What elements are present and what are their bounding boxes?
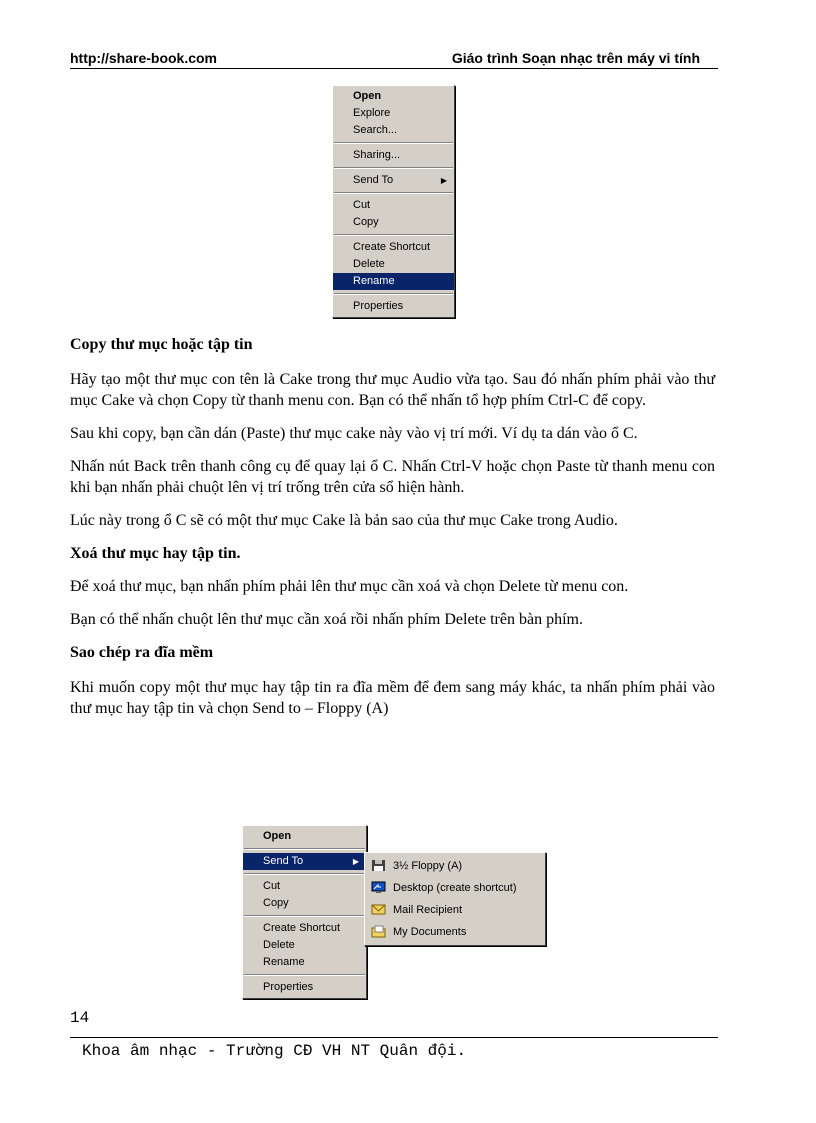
menu-item-explore[interactable]: Explore [353, 107, 391, 119]
menu-item-create-shortcut[interactable]: Create Shortcut [263, 922, 341, 934]
send-to-submenu [364, 852, 546, 946]
folder-icon [371, 925, 386, 938]
submenu-item-desktop-label: Desktop (create shortcut) [393, 882, 517, 894]
copy-section [70, 334, 715, 719]
envelope-icon [371, 903, 386, 916]
header-url: http://share-book.com [70, 50, 218, 66]
page-number: 14 [70, 1009, 90, 1027]
menu-separator [334, 142, 453, 144]
submenu-item-floppy-label: 3½ Floppy (A) [393, 860, 463, 872]
menu-separator [244, 848, 365, 850]
context-menu-screenshot [332, 85, 455, 318]
submenu-item-my-documents-label: My Documents [393, 926, 467, 938]
submenu-item-my-documents[interactable] [365, 921, 545, 943]
floppy-heading: Sao chép ra đĩa mềm [70, 644, 214, 661]
delete-heading: Xoá thư mục hay tập tin. [70, 545, 241, 562]
menu-separator [334, 234, 453, 236]
menu-item-create-shortcut[interactable]: Create Shortcut [353, 241, 431, 253]
menu-item-cut[interactable]: Cut [353, 199, 371, 211]
send-to-menu-screenshot [242, 825, 367, 999]
menu-item-send-to-label: Send To [353, 174, 394, 186]
menu-separator [334, 192, 453, 194]
menu-item-rename[interactable]: Rename [333, 273, 454, 290]
menu-item-delete[interactable]: Delete [263, 939, 295, 951]
header-title: Giáo trình Soạn nhạc trên máy vi tính [451, 50, 700, 66]
menu-item-copy[interactable]: Copy [263, 897, 289, 909]
menu-item-send-to[interactable] [243, 853, 366, 870]
submenu-item-desktop[interactable] [365, 877, 545, 899]
copy-paragraph-1: Hãy tạo một thư mục con tên là Cake trong thư mục Audio vừa tạo. Sau đó nhấn phím phải vào thư mục Cake và chọn Copy từ thanh menu con. Bạn có thể nhấn tổ hợp phím Ctrl-C để copy. [70, 371, 715, 409]
submenu-item-mail-label: Mail Recipient [393, 904, 463, 916]
menu-item-search[interactable]: Search... [353, 124, 398, 136]
submenu-arrow-icon: ▶ [352, 857, 359, 866]
menu-separator [334, 167, 453, 169]
copy-paragraph-2: Sau khi copy, bạn cần dán (Paste) thư mục cake này vào vị trí mới. Ví dụ ta dán vào ổ C. [70, 425, 638, 442]
delete-paragraph-1: Để xoá thư mục, bạn nhấn phím phải lên thư mục cần xoá và chọn Delete từ menu con. [70, 578, 629, 595]
menu-item-delete[interactable]: Delete [353, 258, 385, 270]
menu-item-rename[interactable]: Rename [263, 956, 305, 968]
menu-separator [244, 974, 365, 976]
menu-item-sharing[interactable]: Sharing... [353, 149, 401, 161]
page-footer: Khoa âm nhạc - Trường CĐ VH NT Quân đội. [82, 1042, 467, 1060]
submenu-item-mail[interactable] [365, 899, 545, 921]
submenu-arrow-icon: ▶ [440, 176, 447, 185]
copy-paragraph-3: Nhấn nút Back trên thanh công cụ để quay lại ổ C. Nhấn Ctrl-V hoặc chọn Paste từ thanh menu con khi bạn nhấn phải chuột lên vị trí trống trên cửa sổ hiện hành. [70, 458, 715, 496]
footer-rule [70, 1037, 718, 1038]
copy-heading: Copy thư mục hoặc tập tin [70, 336, 253, 353]
menu-item-open[interactable]: Open [353, 90, 382, 102]
menu-item-send-to-label: Send To [263, 855, 304, 867]
submenu-item-floppy[interactable] [365, 855, 545, 877]
floppy-paragraph-1: Khi muốn copy một thư mục hay tập tin ra đĩa mềm để đem sang máy khác, ta nhấn phím phải vào thư mục hay tập tin và chọn Send to – Floppy (A) [70, 679, 715, 717]
menu-item-send-to[interactable] [333, 172, 454, 189]
copy-paragraph-4: Lúc này trong ổ C sẽ có một thư mục Cake là bản sao của thư mục Cake trong Audio. [70, 512, 618, 529]
menu-item-copy[interactable]: Copy [353, 216, 379, 228]
menu-item-open[interactable]: Open [263, 830, 292, 842]
menu-separator [244, 915, 365, 917]
page-header [70, 49, 718, 69]
menu-separator [244, 873, 365, 875]
delete-paragraph-2: Bạn có thể nhấn chuột lên thư mục cần xoá rồi nhấn phím Delete trên bàn phím. [70, 611, 583, 628]
desktop-shortcut-icon [371, 881, 386, 894]
menu-item-properties[interactable]: Properties [263, 981, 314, 993]
menu-separator [334, 293, 453, 295]
menu-item-cut[interactable]: Cut [263, 880, 281, 892]
floppy-disk-icon [371, 859, 386, 872]
menu-item-properties[interactable]: Properties [353, 300, 404, 312]
